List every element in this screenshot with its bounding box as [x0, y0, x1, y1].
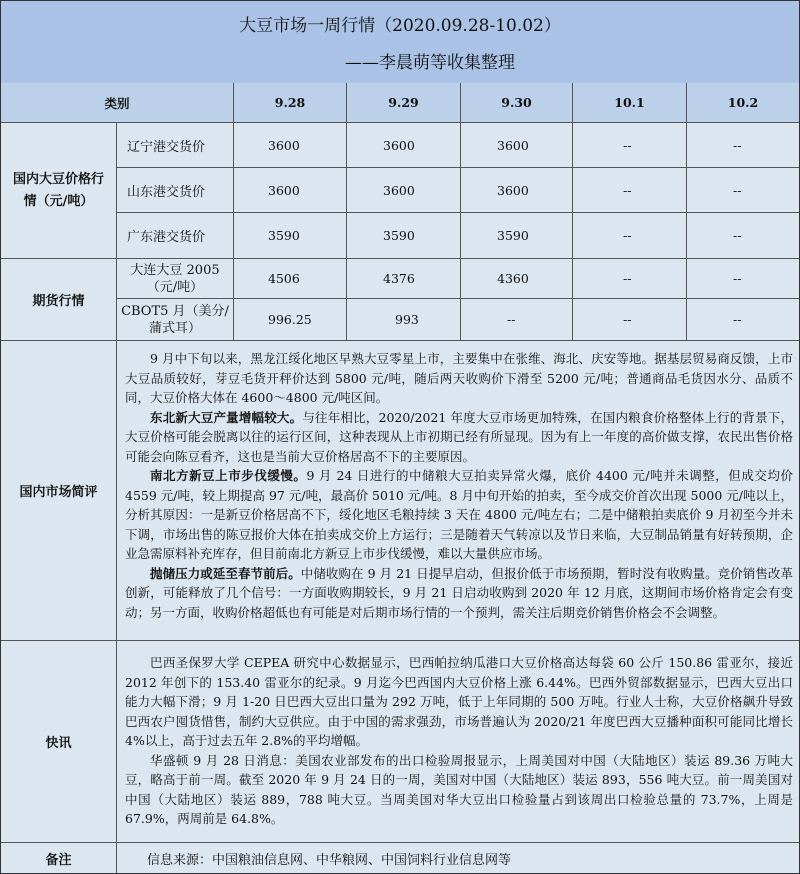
cell-value: --	[687, 259, 799, 299]
row-label: 山东港交货价	[117, 168, 234, 213]
paragraph-lead: 东北新大豆产量增幅较大。	[150, 409, 303, 425]
remarks-text: 信息来源：中国粮油信息网、中华粮网、中国饲料行业信息网等	[117, 843, 799, 873]
cell-value: --	[573, 213, 687, 259]
header-date-3: 9.30	[461, 83, 573, 123]
cell-value: 3600	[347, 168, 461, 213]
cell-value: 3600	[461, 168, 573, 213]
futures-group-label: 期货行情	[1, 259, 117, 341]
cell-value: --	[687, 168, 799, 213]
cell-value: --	[687, 299, 799, 341]
row-label: CBOT5 月（美分/蒲式耳）	[117, 299, 234, 341]
cell-value: 3590	[234, 213, 347, 259]
cell-value: --	[573, 259, 687, 299]
row-label: 辽宁港交货价	[117, 123, 234, 168]
news-label: 快讯	[1, 641, 117, 843]
report-title: 大豆市场一周行情（2020.09.28-10.02）	[239, 16, 561, 36]
header-category: 类别	[1, 83, 234, 123]
cell-value: 3600	[347, 123, 461, 168]
remarks-label: 备注	[1, 843, 117, 873]
cell-value: 4506	[234, 259, 347, 299]
paragraph-lead: 抛储压力或延至春节前后。	[150, 565, 301, 581]
header-date-1: 9.28	[234, 83, 347, 123]
cell-value: --	[687, 123, 799, 168]
cell-value: 3590	[347, 213, 461, 259]
header-date-2: 9.29	[347, 83, 461, 123]
table-row	[1, 168, 799, 213]
row-label: 广东港交货价	[117, 213, 234, 259]
cell-value: 996.25	[234, 299, 347, 341]
paragraph-lead: 南北方新豆上市步伐缓慢。	[150, 468, 307, 483]
commentary-paragraph: 抛储压力或延至春节前后。中储收购在 9 月 21 日提早启动，但报价低于市场预期，暂时没有收购量。竞价销售改革创新，可能释放了几个信号：一方面收购期较长，9 月 21 日启动收购到 2020 年 12 月底，这期间市场价格肯定会有变动；另一方面，收购价格超低也有可能是对后期市场行情的一个预判，需关注后期竞价销售价格会不会调整。	[125, 565, 793, 620]
commentary-text	[117, 341, 799, 641]
table-row	[1, 299, 799, 341]
header-date-5: 10.2	[687, 83, 799, 123]
title-block	[1, 1, 799, 84]
table-row	[1, 123, 799, 168]
cell-value: --	[573, 299, 687, 341]
cell-value: 3600	[234, 123, 347, 168]
row-label: 大连大豆 2005（元/吨）	[117, 259, 234, 299]
report-subtitle: ——李晨萌等收集整理	[345, 53, 515, 73]
cell-value: 4376	[347, 259, 461, 299]
news-paragraph: 巴西圣保罗大学 CEPEA 研究中心数据显示，巴西帕拉纳瓜港口大豆价格高达每袋 60 公斤 150.86 雷亚尔，接近 2012 年创下的 153.40 雷亚尔的纪录。9 月迄今巴西国内大豆价格上涨 6.44%。巴西外贸部数据显示，巴西大豆出口能力大幅下滑；9 月 1-20 日巴西大豆出口量为 292 万吨，低于上年同期的 500 万吨。行业人士称，大豆价格飙升导致巴西农户囤货惜售，制约大豆供应。由于中国的需求强劲，市场普遍认为 2020/21 年度巴西大豆播种面积可能同比增长 4%以上，高于过去五年 2.8%的平均增幅。	[125, 655, 793, 748]
cell-value: 3600	[234, 168, 347, 213]
commentary-section	[1, 341, 799, 641]
cell-value: --	[573, 123, 687, 168]
table-row	[1, 259, 799, 299]
commentary-paragraph: 南北方新豆上市步伐缓慢。9 月 24 日进行的中储粮大豆拍卖异常火爆，底价 4400 元/吨并未调整，但成交均价 4559 元/吨，较上期提高 97 元/吨，最高价 5010 元/吨。8 月中旬开始的拍卖，至今成交价首次出现 5000 元/吨以上，分析其原因：一是新豆价格居高不下，绥化地区毛粮持续 3 天在 4800 元/吨左右；二是中储粮拍卖底价 9 月初至今并未下调，市场出售的陈豆报价大体在拍卖成交价上方运行；三是随着天气转凉以及节日来临，大豆制品销量有好转预期，企业急需原料补充库存，但目前南北方新豆上市步伐缓慢，难以大量供应市场。	[125, 468, 793, 561]
news-section	[1, 641, 799, 843]
commentary-paragraph: 东北新大豆产量增幅较大。与往年相比，2020/2021 年度大豆市场更加特殊，在国内粮食价格整体上行的背景下，大豆价格可能会脱离以往的运行区间，这种表现从上市初期已经有所显现。因为有上一年度的高价做支撑，农民出售价格可能会向陈豆看齐，这也是当前大豆价格居高不下的主要原因。	[125, 409, 793, 464]
table-header-row	[1, 83, 799, 123]
commentary-paragraph: 9 月中下旬以来，黑龙江绥化地区早熟大豆零星上市，主要集中在张维、海北、庆安等地。据基层贸易商反馈，上市大豆品质较好，芽豆毛货开秤价达到 5800 元/吨，随后两天收购价下滑至 5200 元/吨；普通商品毛货因水分、品质不同，大豆价格大体在 4600～4800 元/吨区间。	[125, 351, 793, 405]
news-text	[117, 641, 799, 843]
header-date-4: 10.1	[573, 83, 687, 123]
cell-value: 4360	[461, 259, 573, 299]
remarks-row	[1, 843, 799, 873]
cell-value: --	[687, 213, 799, 259]
commentary-label: 国内市场简评	[1, 341, 117, 641]
cell-value: --	[573, 168, 687, 213]
domestic-group-label: 国内大豆价格行情（元/吨）	[1, 123, 117, 259]
cell-value: --	[461, 299, 573, 341]
table-row	[1, 213, 799, 259]
cell-value: 3590	[461, 213, 573, 259]
cell-value: 3600	[461, 123, 573, 168]
news-paragraph: 华盛顿 9 月 28 日消息：美国农业部发布的出口检验周报显示，上周美国对中国（大陆地区）装运 89.36 万吨大豆，略高于前一周。截至 2020 年 9 月 24 日的一周，美国对中国（大陆地区）装运 893，556 吨大豆。前一周美国对中国（大陆地区）装运 889，788 吨大豆。当周美国对华大豆出口检验量占到该周出口检验总量的 73.7%，上周是 67.9%，两周前是 64.8%。	[125, 752, 793, 826]
cell-value: 993	[347, 299, 461, 341]
